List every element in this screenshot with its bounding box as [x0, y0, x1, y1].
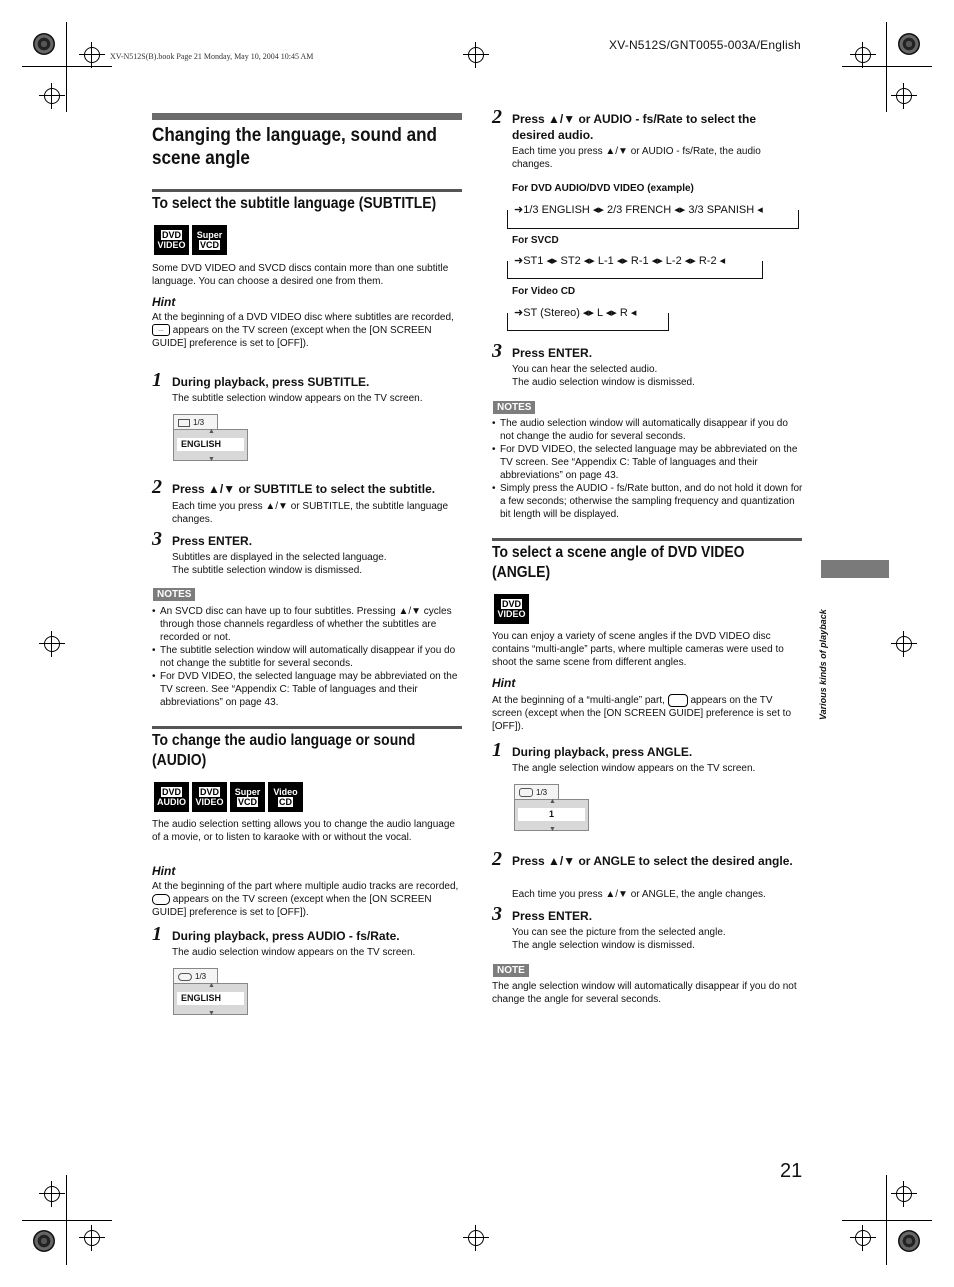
up-arrow-icon: ▲	[208, 428, 215, 435]
section-rule	[152, 189, 462, 192]
osd-value: 1	[518, 808, 585, 821]
section-rule	[152, 726, 462, 729]
notes-badge: NOTES	[153, 588, 195, 601]
angle-hint-text: At the beginning of a “multi-angle” part, appears on the TV screen (except when the [ON SCREEN GUIDE] preference is set to [OFF]).	[492, 695, 792, 733]
step-description: Each time you press ▲/▼ or AUDIO - fs/Rate, the audio changes.	[512, 146, 761, 170]
note-item: • For DVD VIDEO, the selected language may be abbreviated on the TV screen. See “Appendix C: Table of languages and their abbreviations” on page 43.	[160, 670, 464, 709]
audio-notes	[492, 417, 804, 521]
crop-mark	[22, 66, 112, 67]
chapter-side-label: Various kinds of playback	[818, 609, 828, 720]
down-arrow-icon: ▼	[208, 1010, 215, 1017]
step-instruction: Press ▲/▼ or SUBTITLE to select the subtitle.	[172, 482, 436, 496]
document-code: XV-N512S/GNT0055-003A/English	[609, 38, 801, 52]
registration-crosshair-icon	[84, 47, 100, 63]
step-description: The subtitle selection window is dismissed.	[172, 565, 363, 576]
step-description: You can hear the selected audio.	[512, 364, 658, 375]
osd-counter: 1/3	[173, 968, 218, 983]
registration-crosshair-icon	[855, 1230, 871, 1246]
color-registration-mark	[33, 1230, 55, 1252]
arrow-icon: ➜	[514, 255, 524, 267]
video-cd-logo-icon: Video CD	[268, 782, 303, 812]
audio-hint-label: Hint	[152, 864, 176, 878]
audio-hint-text: At the beginning of the part where multiple audio tracks are recorded, appears on the TV screen (except when the [ON SCREEN GUIDE] preference is set to [OFF]).	[152, 881, 459, 918]
registration-crosshair-icon	[44, 636, 60, 652]
crop-mark	[842, 66, 932, 67]
arrow-icon: ➜	[514, 204, 524, 216]
audio-heading: To change the audio language or sound (AUDIO)	[152, 732, 416, 769]
audio-flow-vcd: ➜ST (Stereo) ◂▸ L ◂▸ R ◂	[514, 307, 637, 319]
camera-angle-icon	[668, 694, 688, 707]
note-item: • An SVCD disc can have up to four subtitles. Pressing ▲/▼ cycles through those channels regardless of whether the subtitles are recorded or not.	[160, 605, 464, 644]
step-instruction: Press ENTER.	[512, 909, 593, 923]
color-registration-mark	[33, 33, 55, 55]
angle-heading: To select a scene angle of DVD VIDEO (ANGLE)	[492, 544, 745, 581]
step-description: The subtitle selection window appears on the TV screen.	[172, 393, 423, 404]
registration-crosshair-icon	[84, 1230, 100, 1246]
up-arrow-icon: ▲	[208, 982, 215, 989]
arrow-icon: ➜	[514, 307, 524, 319]
super-vcd-logo-icon: Super VCD	[192, 225, 227, 255]
registration-crosshair-icon	[896, 88, 912, 104]
step-description: The angle selection window is dismissed.	[512, 940, 695, 951]
audio-intro: The audio selection setting allows you to change the audio language of a movie, or to listen to karaoke with or without the vocal.	[152, 819, 455, 843]
angle-osd-window	[514, 784, 589, 831]
osd-body	[514, 799, 589, 831]
step-instruction: During playback, press AUDIO - fs/Rate.	[172, 929, 400, 943]
step-description: The audio selection window is dismissed.	[512, 377, 695, 388]
step-description: Subtitles are displayed in the selected language.	[172, 552, 387, 563]
chapter-tab	[821, 560, 889, 578]
step-description: Each time you press ▲/▼ or ANGLE, the angle changes.	[512, 889, 766, 900]
step-description: Each time you press ▲/▼ or SUBTITLE, the subtitle language changes.	[172, 501, 449, 525]
step-description: The angle selection window appears on the TV screen.	[512, 763, 756, 774]
crop-mark	[66, 22, 67, 112]
subtitle-notes	[152, 605, 464, 709]
registration-crosshair-icon	[855, 47, 871, 63]
crop-mark	[842, 1220, 932, 1221]
osd-body	[173, 983, 248, 1015]
subtitle-intro: Some DVD VIDEO and SVCD discs contain more than one subtitle language. You can choose a desired one from them.	[152, 263, 449, 287]
step-description: You can see the picture from the selected angle.	[512, 927, 726, 938]
page-number: 21	[780, 1160, 803, 1182]
audio-flow-dvd: ➜1/3 ENGLISH ◂▸ 2/3 FRENCH ◂▸ 3/3 SPANISH ◂	[514, 204, 763, 216]
flow-label: For DVD AUDIO/DVD VIDEO (example)	[512, 183, 694, 194]
down-arrow-icon: ▼	[208, 456, 215, 463]
step-instruction: Press ENTER.	[172, 534, 253, 548]
osd-value: ENGLISH	[177, 992, 244, 1005]
dvd-video-logo-icon: DVD VIDEO	[192, 782, 227, 812]
angle-intro: You can enjoy a variety of scene angles if the DVD VIDEO disc contains “multi-angle” parts, where multiple cameras were used to shoot the same scene from different angles.	[492, 631, 784, 668]
step-number: 1	[152, 923, 162, 945]
note-badge: NOTE	[493, 964, 529, 977]
section-rule	[492, 538, 802, 541]
note-item: • The subtitle selection window will automatically disappear if you do not change the subtitle for several seconds.	[160, 644, 464, 670]
book-info-line: XV-N512S(B).book Page 21 Monday, May 10, 2004 10:45 AM	[110, 52, 314, 61]
step-number: 2	[492, 106, 502, 128]
color-registration-mark	[898, 1230, 920, 1252]
step-instruction: Press ▲/▼ or ANGLE to select the desired angle.	[512, 854, 793, 868]
note-item: • For DVD VIDEO, the selected language may be abbreviated on the TV screen. See “Appendix C: Table of languages and their abbreviations” on page 43.	[500, 443, 804, 482]
step-instruction: Press ENTER.	[512, 346, 593, 360]
subtitle-hint-text: At the beginning of a DVD VIDEO disc where subtitles are recorded, … appears on the TV screen (except when the [ON SCREEN GUIDE] preference is set to [OFF]).	[152, 312, 454, 349]
subtitle-osd-window	[173, 414, 248, 461]
up-arrow-icon: ▲	[549, 798, 556, 805]
title-bar	[152, 113, 462, 120]
step-number: 2	[152, 476, 162, 498]
step-number: 3	[492, 903, 502, 925]
notes-badge: NOTES	[493, 401, 535, 414]
audio-osd-window	[173, 968, 248, 1015]
subtitle-hint-label: Hint	[152, 295, 176, 309]
page-title: Changing the language, sound and scene angle	[152, 125, 438, 169]
step-number: 1	[492, 739, 502, 761]
registration-crosshair-icon	[44, 88, 60, 104]
note-item: • Simply press the AUDIO - fs/Rate button, and do not hold it down for a few seconds; otherwise the sampling frequency and quantization bit length will be displayed.	[500, 482, 804, 521]
step-number: 2	[492, 848, 502, 870]
audio-icon	[178, 973, 192, 981]
registration-crosshair-icon	[896, 636, 912, 652]
step-number: 3	[152, 528, 162, 550]
registration-crosshair-icon	[44, 1186, 60, 1202]
osd-value: ENGLISH	[177, 438, 244, 451]
flow-label: For SVCD	[512, 235, 559, 246]
angle-hint-label: Hint	[492, 676, 516, 690]
subtitle-icon: …	[152, 324, 170, 336]
registration-crosshair-icon	[896, 1186, 912, 1202]
dvd-audio-logo-icon: DVD AUDIO	[154, 782, 189, 812]
color-registration-mark	[898, 33, 920, 55]
angle-logo-row	[494, 594, 529, 624]
osd-body	[173, 429, 248, 461]
registration-crosshair-icon	[468, 47, 484, 63]
subtitle-heading: To select the subtitle language (SUBTITLE)	[152, 195, 437, 212]
dvd-video-logo-icon: DVD VIDEO	[494, 594, 529, 624]
super-vcd-logo-icon: Super VCD	[230, 782, 265, 812]
angle-note: The angle selection window will automatically disappear if you do not change the angle for several seconds.	[492, 981, 797, 1005]
audio-logo-row	[154, 782, 303, 812]
step-instruction: Press ▲/▼ or AUDIO - fs/Rate to select the desired audio.	[512, 112, 757, 142]
osd-counter: 1/3	[173, 414, 218, 429]
subtitle-logo-row	[154, 225, 227, 255]
registration-crosshair-icon	[468, 1230, 484, 1246]
crop-mark	[22, 1220, 112, 1221]
dvd-video-logo-icon: DVD VIDEO	[154, 225, 189, 255]
crop-mark	[886, 22, 887, 112]
audio-icon	[152, 894, 170, 905]
step-description: The audio selection window appears on the TV screen.	[172, 947, 416, 958]
step-instruction: During playback, press SUBTITLE.	[172, 375, 370, 389]
step-number: 1	[152, 369, 162, 391]
flow-label: For Video CD	[512, 286, 576, 297]
step-instruction: During playback, press ANGLE.	[512, 745, 693, 759]
camera-angle-icon	[519, 788, 533, 797]
audio-flow-svcd: ➜ST1 ◂▸ ST2 ◂▸ L-1 ◂▸ R-1 ◂▸ L-2 ◂▸ R-2 ◂	[514, 255, 726, 267]
down-arrow-icon: ▼	[549, 826, 556, 833]
note-item: • The audio selection window will automatically disappear if you do not change the audio for several seconds.	[500, 417, 804, 443]
osd-counter: 1/3	[514, 784, 559, 799]
step-number: 3	[492, 340, 502, 362]
subtitle-icon	[178, 419, 190, 427]
